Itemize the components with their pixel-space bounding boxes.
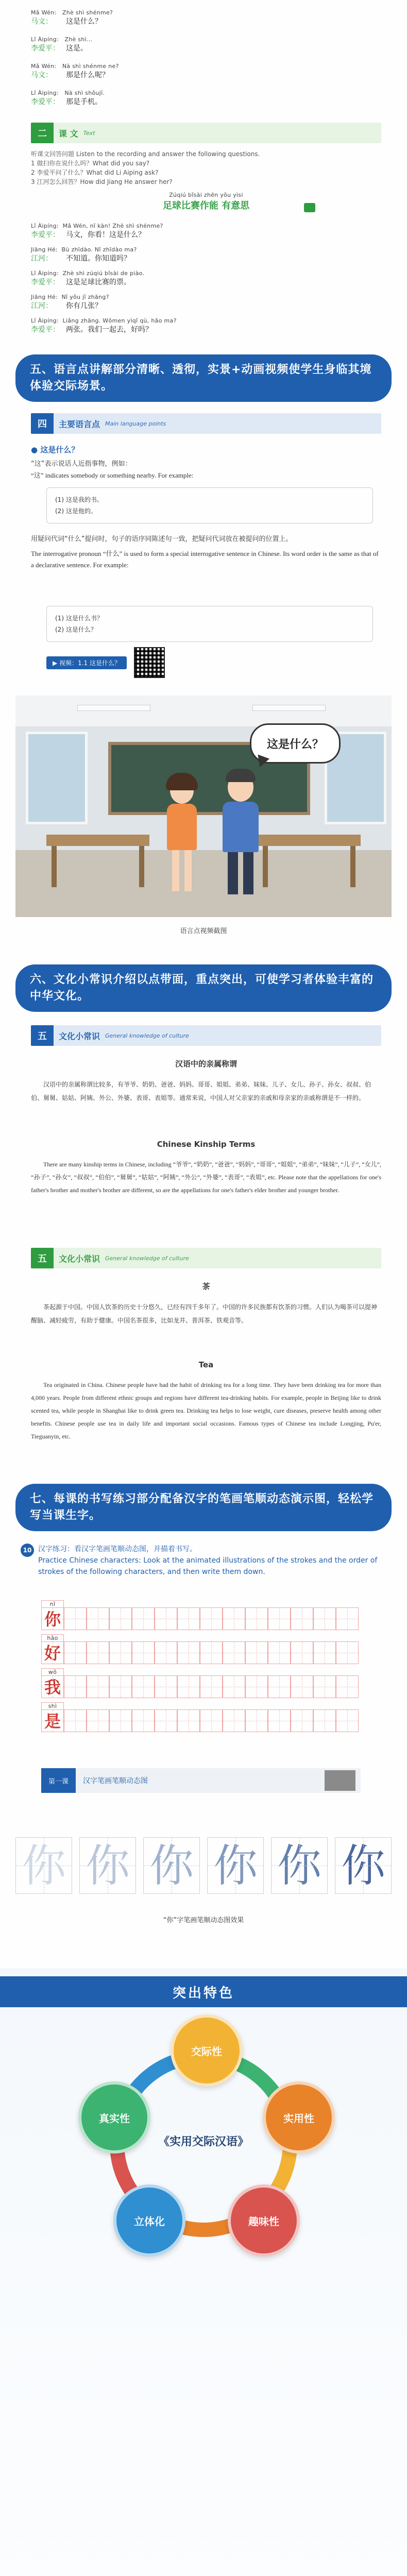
char-row [41,1668,359,1698]
practice-cell[interactable] [64,1607,87,1630]
video-button-label: 视频：1.1 这是什么？ [59,659,121,667]
char-model: 是 [41,1709,64,1732]
banner-text: 七、每课的书写练习部分配备汉字的笔画笔顺动态演示图，轻松学写当课生字。 [30,1493,374,1522]
window [26,732,88,824]
stroke-frame: 你 [15,1837,72,1894]
line-cn: 不知道。你知道吗？ [66,255,131,263]
line-cn: 这是足球比赛的票。 [66,278,131,286]
thumbnail-image[interactable] [325,1770,355,1791]
line-cn: 那是什么呢？ [66,71,109,79]
ceiling [15,696,392,726]
practice-cell[interactable] [268,1709,291,1732]
speaker-pinyin: Jiāng Hé: [31,246,58,253]
practice-cell[interactable] [200,1709,223,1732]
practice-cell[interactable] [64,1641,87,1664]
practice-cell[interactable] [245,1709,268,1732]
video-caption: 语言点视频截图 [180,927,227,935]
ceiling-light [77,705,150,711]
culture1-body-cn: 汉语中的亲属称谓比较多，有爷爷、奶奶、爸爸、妈妈、哥哥、姐姐、弟弟、妹妹、儿子、女儿、孙子、孙女、叔叔、伯伯、舅舅、姑姑、阿姨、外公、外婆、表哥、表姐等。通常来说，中国人对父亲家的亲戚和母亲家的亲戚称谓是不一样的。 [31,1081,371,1101]
stroke-caption: “你”字笔画笔顺动态图效果 [163,1917,244,1924]
practice-cell[interactable] [132,1675,155,1698]
practice-cell[interactable] [336,1675,359,1698]
culture-bar-2 [31,1248,381,1268]
speaker-cn: 李爱平： [31,98,60,106]
practice-cell[interactable] [64,1675,87,1698]
feature-label: 趣味性 [248,2215,279,2228]
listen-line: 听课文回答问题 Listen to the recording and answer the following questions. [31,150,260,158]
language-points-bar [31,413,381,434]
practice-cell[interactable] [291,1675,313,1698]
feature-circle-multimedia [113,2184,185,2257]
speaker-cn: 李爱平： [31,44,60,53]
feature-label: 立体化 [134,2215,165,2228]
speaker-cn: 江河： [31,302,53,310]
practice-cell[interactable] [200,1675,223,1698]
stroke-frame: 你 [143,1837,200,1894]
line-cn: 两张。我们一起去，好吗？ [66,326,152,334]
practice-cell[interactable] [155,1675,177,1698]
question-1: 1 做扫你在说什么吗？What did you say? [31,160,150,167]
audio-icon[interactable] [304,203,315,212]
speaker-pinyin: Mǎ Wén: [31,9,57,16]
practice-cell[interactable] [291,1607,313,1630]
line-pinyin: Mǎ Wén, nǐ kàn! Zhè shì shénme? [62,223,163,229]
practice-cell[interactable] [223,1709,245,1732]
bulb-icon: ● [31,445,38,454]
practice-cell[interactable] [268,1675,291,1698]
line-cn: 这是。 [66,44,88,53]
song-pinyin: Zúqiú bǐsài zhēn yǒu yìsi [169,192,243,198]
line-pinyin: Liǎng zhāng. Wǒmen yìqǐ qù, hǎo ma? [62,317,177,324]
culture-bar-1 [31,1025,381,1046]
feature-circle-authentic [78,2081,150,2154]
practice-cell[interactable] [132,1607,155,1630]
line-pinyin: Nà shì shǒujī. [64,90,105,96]
play-icon: ▶ [53,659,60,667]
practice-cell[interactable] [177,1607,200,1630]
writing-title-cn: 汉字练习：看汉字笔画笔顺动态图，并描着书写。 [38,1545,197,1553]
speaker-pinyin: Lǐ Àipíng: [31,223,59,229]
floor [15,850,392,917]
char-pinyin: hǎo [41,1634,64,1641]
intro-cn: “这”表示说话人近指事物，例如： [31,460,132,468]
practice-cell[interactable] [155,1607,177,1630]
section-title: 文化小常识 [59,1031,100,1041]
para-en: The interrogative pronoun “什么” is used to form a special interrogative sentence in Chinese. Its word order is the same as that of a declarative sentence. For example: [31,550,379,569]
feature-banner-7 [15,1484,392,1531]
char-practice-grid [41,1600,359,1736]
banner-text: 五、语言点讲解部分清晰、透彻，实景+动画视频使学生身临其境体验交际场景。 [30,363,372,393]
practice-cell[interactable] [223,1607,245,1630]
line-cn: 马文，你看！这是什么？ [66,231,145,239]
practice-cell[interactable] [87,1641,109,1664]
section-title-en: General knowledge of culture [105,1032,189,1039]
practice-cell[interactable] [336,1607,359,1630]
char-pinyin: shì [41,1702,64,1709]
section-number: 四 [31,413,54,434]
example-3: (1) 这是什么书？ [55,615,103,622]
speaker-cn: 江河： [31,255,53,263]
question-3: 3 江河怎么回答？How did Jiang He answer her? [31,178,173,185]
line-cn: 那是手机。 [66,98,102,106]
practice-cell[interactable] [109,1709,132,1732]
lesson-title: 汉字笔画笔顺动态图 [83,1777,148,1785]
char-pinyin: wǒ [41,1668,64,1675]
dialogue-row [31,317,381,341]
culture2-body-en: Tea originated in China. Chinese people have had the habit of drinking tea for a long time. They have been drinking tea for more than 4,000 years. People from different ethnic groups and regions have different tea-drinking habits. For example, people in Beijing like to drink scented tea, while people in Shanghai like to drink green tea. Drinking tea helps to lose weight, cure diseases, preserve health among other benefits. Chinese people use tea in daily life and important social occasions. Famous types of Chinese tea include Longjing, Pu'er, Tieguanyin, etc. [31,1381,381,1440]
culture1-body-en: There are many kinship terms in Chinese, including “爷爷”, “奶奶”, “爸爸”, “妈妈”, “哥哥”, “姐姐”, “弟弟”, “妹妹”, “儿子”, “女儿”, “孙子”, “孙女”, “叔叔”, “伯伯”, “舅舅”, “姑姑”, “阿姨”, “外公”, “外婆”, “表哥”, “表姐”, etc. Please note that the appellations for one's father's brother and mother's brother are different, so are the appellations for one's father's elder brother and younger brother. [31,1161,381,1194]
feature-circle-communicative [171,2014,243,2087]
practice-cell[interactable] [336,1641,359,1664]
char-model: 我 [41,1675,64,1698]
practice-cell[interactable] [223,1675,245,1698]
line-pinyin: Nà shì shénme ne? [62,63,119,70]
practice-cell[interactable] [313,1709,336,1732]
line-cn: 你有几张？ [66,302,102,310]
feature-banner-5 [15,354,392,402]
section-number: 二 [31,123,54,143]
boy-leg [228,852,238,894]
speaker-cn: 马文： [31,18,53,26]
char-row [41,1600,359,1630]
desk [258,835,361,846]
features-center-title: 《实用交际汉语》 [158,2136,249,2148]
line-pinyin: Nǐ yǒu jǐ zhāng? [61,294,109,300]
practice-cell[interactable] [109,1641,132,1664]
culture2-body-cn: 茶起源于中国。中国人饮茶的历史十分悠久，已经有四千多年了。中国的许多民族都有饮茶的习惯。人们认为喝茶可以提神醒脑、减轻疲劳，有助于健康。中国名茶很多，比如龙井、普洱茶、铁观音等。 [31,1303,378,1324]
culture1-heading-en: Chinese Kinship Terms [157,1140,256,1149]
dialogue-row [31,36,381,63]
banner-text: 六、文化小常识介绍以点带面，重点突出，可使学习者体验丰富的中华文化。 [30,973,374,1003]
question-2: 2 李爱平问了什么？What did Li Aiping ask? [31,169,159,176]
desk-leg [52,846,57,887]
practice-cell[interactable] [245,1675,268,1698]
video-button[interactable] [46,656,127,669]
ceiling-light [252,705,326,711]
girl-leg [172,850,179,891]
features-header-text: 突出特色 [172,1985,234,2001]
practice-cell[interactable] [155,1641,177,1664]
writing-instruction [21,1544,386,1578]
dialogue-row [31,270,381,294]
line-pinyin: Zhè shì... [64,36,93,43]
girl-body [167,804,197,850]
section-title-en: General knowledge of culture [105,1255,189,1262]
section-number: 五 [31,1248,54,1268]
practice-cell[interactable] [313,1641,336,1664]
exercise-number: 10 [21,1544,34,1557]
speaker-cn: 李爱平： [31,326,60,334]
para-cn: 用疑问代词“什么”提问时，句子的语序同陈述句一致，把疑问代词放在被提问的位置上。 [31,535,293,543]
example-2: (2) 这是他的。 [55,507,97,515]
stroke-order-frames [15,1837,392,1899]
char-pinyin: nǐ [41,1600,64,1607]
dialogue-top [31,9,381,116]
point-question: 这是什么？ [40,445,79,454]
dialogue-2 [31,223,381,341]
dialogue-row [31,223,381,246]
stroke-frame: 你 [207,1837,264,1894]
stroke-frame: 你 [271,1837,328,1894]
language-points-body [31,444,381,481]
speaker-pinyin: Lǐ Àipíng: [31,270,59,277]
video-screenshot [15,696,392,917]
speech-bubble-text: 这是什么？ [266,738,324,751]
features-header [144,1979,263,2004]
example-4: (2) 这是什么？ [55,626,97,633]
boy-leg [243,852,253,894]
lesson-strip [41,1768,361,1793]
section-title: 文化小常识 [59,1253,100,1264]
practice-cell[interactable] [177,1675,200,1698]
char-model: 你 [41,1607,64,1630]
feature-circle-interesting [228,2184,300,2257]
video-link-row [46,647,165,678]
stroke-frame: 你 [335,1837,392,1894]
qr-code-icon[interactable] [134,647,165,678]
speaker-cn: 李爱平： [31,278,60,286]
practice-cell[interactable] [200,1607,223,1630]
practice-cell[interactable] [313,1675,336,1698]
practice-cell[interactable] [177,1709,200,1732]
example-1: (1) 这是我的书。 [55,496,103,503]
listen-instructions [31,149,381,187]
writing-title-en: Practice Chinese characters: Look at the animated illustrations of the strokes and the order of strokes of the following characters, and then write them down. [38,1556,378,1576]
lesson-label: 第一课 [41,1768,76,1793]
line-cn: 这是什么？ [66,18,102,26]
feature-circle-practical [263,2081,335,2154]
practice-cell[interactable] [109,1607,132,1630]
speaker-pinyin: Lǐ Àipíng: [31,90,59,96]
practice-cell[interactable] [200,1641,223,1664]
practice-cell[interactable] [64,1709,87,1732]
practice-cell[interactable] [132,1709,155,1732]
desk-leg [350,846,355,887]
culture2-heading-cn: 茶 [202,1282,210,1291]
practice-cell[interactable] [155,1709,177,1732]
practice-cell[interactable] [313,1607,336,1630]
song-title: 足球比赛作能 有意思 [162,200,250,211]
culture1-heading-cn: 汉语中的亲属称谓 [175,1059,237,1069]
speaker-cn: 李爱平： [31,231,60,239]
section-title-en: Text [83,129,95,137]
dialogue-row [31,9,381,36]
practice-cell[interactable] [109,1675,132,1698]
stroke-frame: 你 [79,1837,136,1894]
boy-body [223,802,259,852]
practice-cell[interactable] [132,1641,155,1664]
section-number: 五 [31,1025,54,1046]
speaker-pinyin: Lǐ Àipíng: [31,36,59,43]
speaker-cn: 马文： [31,71,53,79]
speaker-pinyin: Lǐ Àipíng: [31,317,59,324]
practice-cell[interactable] [245,1641,268,1664]
feature-label: 交际性 [191,2045,222,2058]
dialogue-row [31,294,381,317]
example-box-1 [46,487,373,523]
practice-cell[interactable] [87,1709,109,1732]
practice-cell[interactable] [177,1641,200,1664]
practice-cell[interactable] [223,1641,245,1664]
example-box-2 [46,606,373,642]
practice-cell[interactable] [268,1607,291,1630]
dialogue-row [31,246,381,270]
desk-leg [263,846,268,887]
practice-cell[interactable] [245,1607,268,1630]
text-section-bar [31,123,381,143]
speaker-pinyin: Jiāng Hé: [31,294,58,300]
line-pinyin: Bù zhīdào. Nǐ zhīdào ma? [61,246,137,253]
boy-hair [226,769,256,782]
dialogue-row [31,63,381,90]
line-pinyin: Zhè shì zúqiú bǐsài de piào. [62,270,145,277]
culture2-heading-en: Tea [198,1360,214,1369]
girl-leg [184,850,192,891]
language-points-para [31,534,381,571]
practice-cell[interactable] [87,1675,109,1698]
practice-cell[interactable] [291,1709,313,1732]
dialogue-row [31,90,381,116]
feature-label: 实用性 [283,2112,314,2125]
section-title: 主要语言点 [59,419,100,429]
char-model: 好 [41,1641,64,1664]
feature-label: 真实性 [99,2112,130,2125]
section-title-en: Main language points [105,420,166,427]
char-row [41,1634,359,1664]
feature-banner-6 [15,964,392,1012]
intro-en: “这” indicates somebody or something nearby. For example: [31,471,194,479]
char-row [41,1702,359,1732]
practice-cell[interactable] [336,1709,359,1732]
practice-cell[interactable] [268,1641,291,1664]
practice-cell[interactable] [87,1607,109,1630]
speaker-pinyin: Mǎ Wén: [31,63,57,70]
line-pinyin: Zhè shì shénme? [62,9,113,16]
practice-cell[interactable] [291,1641,313,1664]
song-title-block [103,192,309,212]
desk-leg [139,846,144,887]
section-title: 课 文 [59,128,78,139]
desk [46,835,149,846]
